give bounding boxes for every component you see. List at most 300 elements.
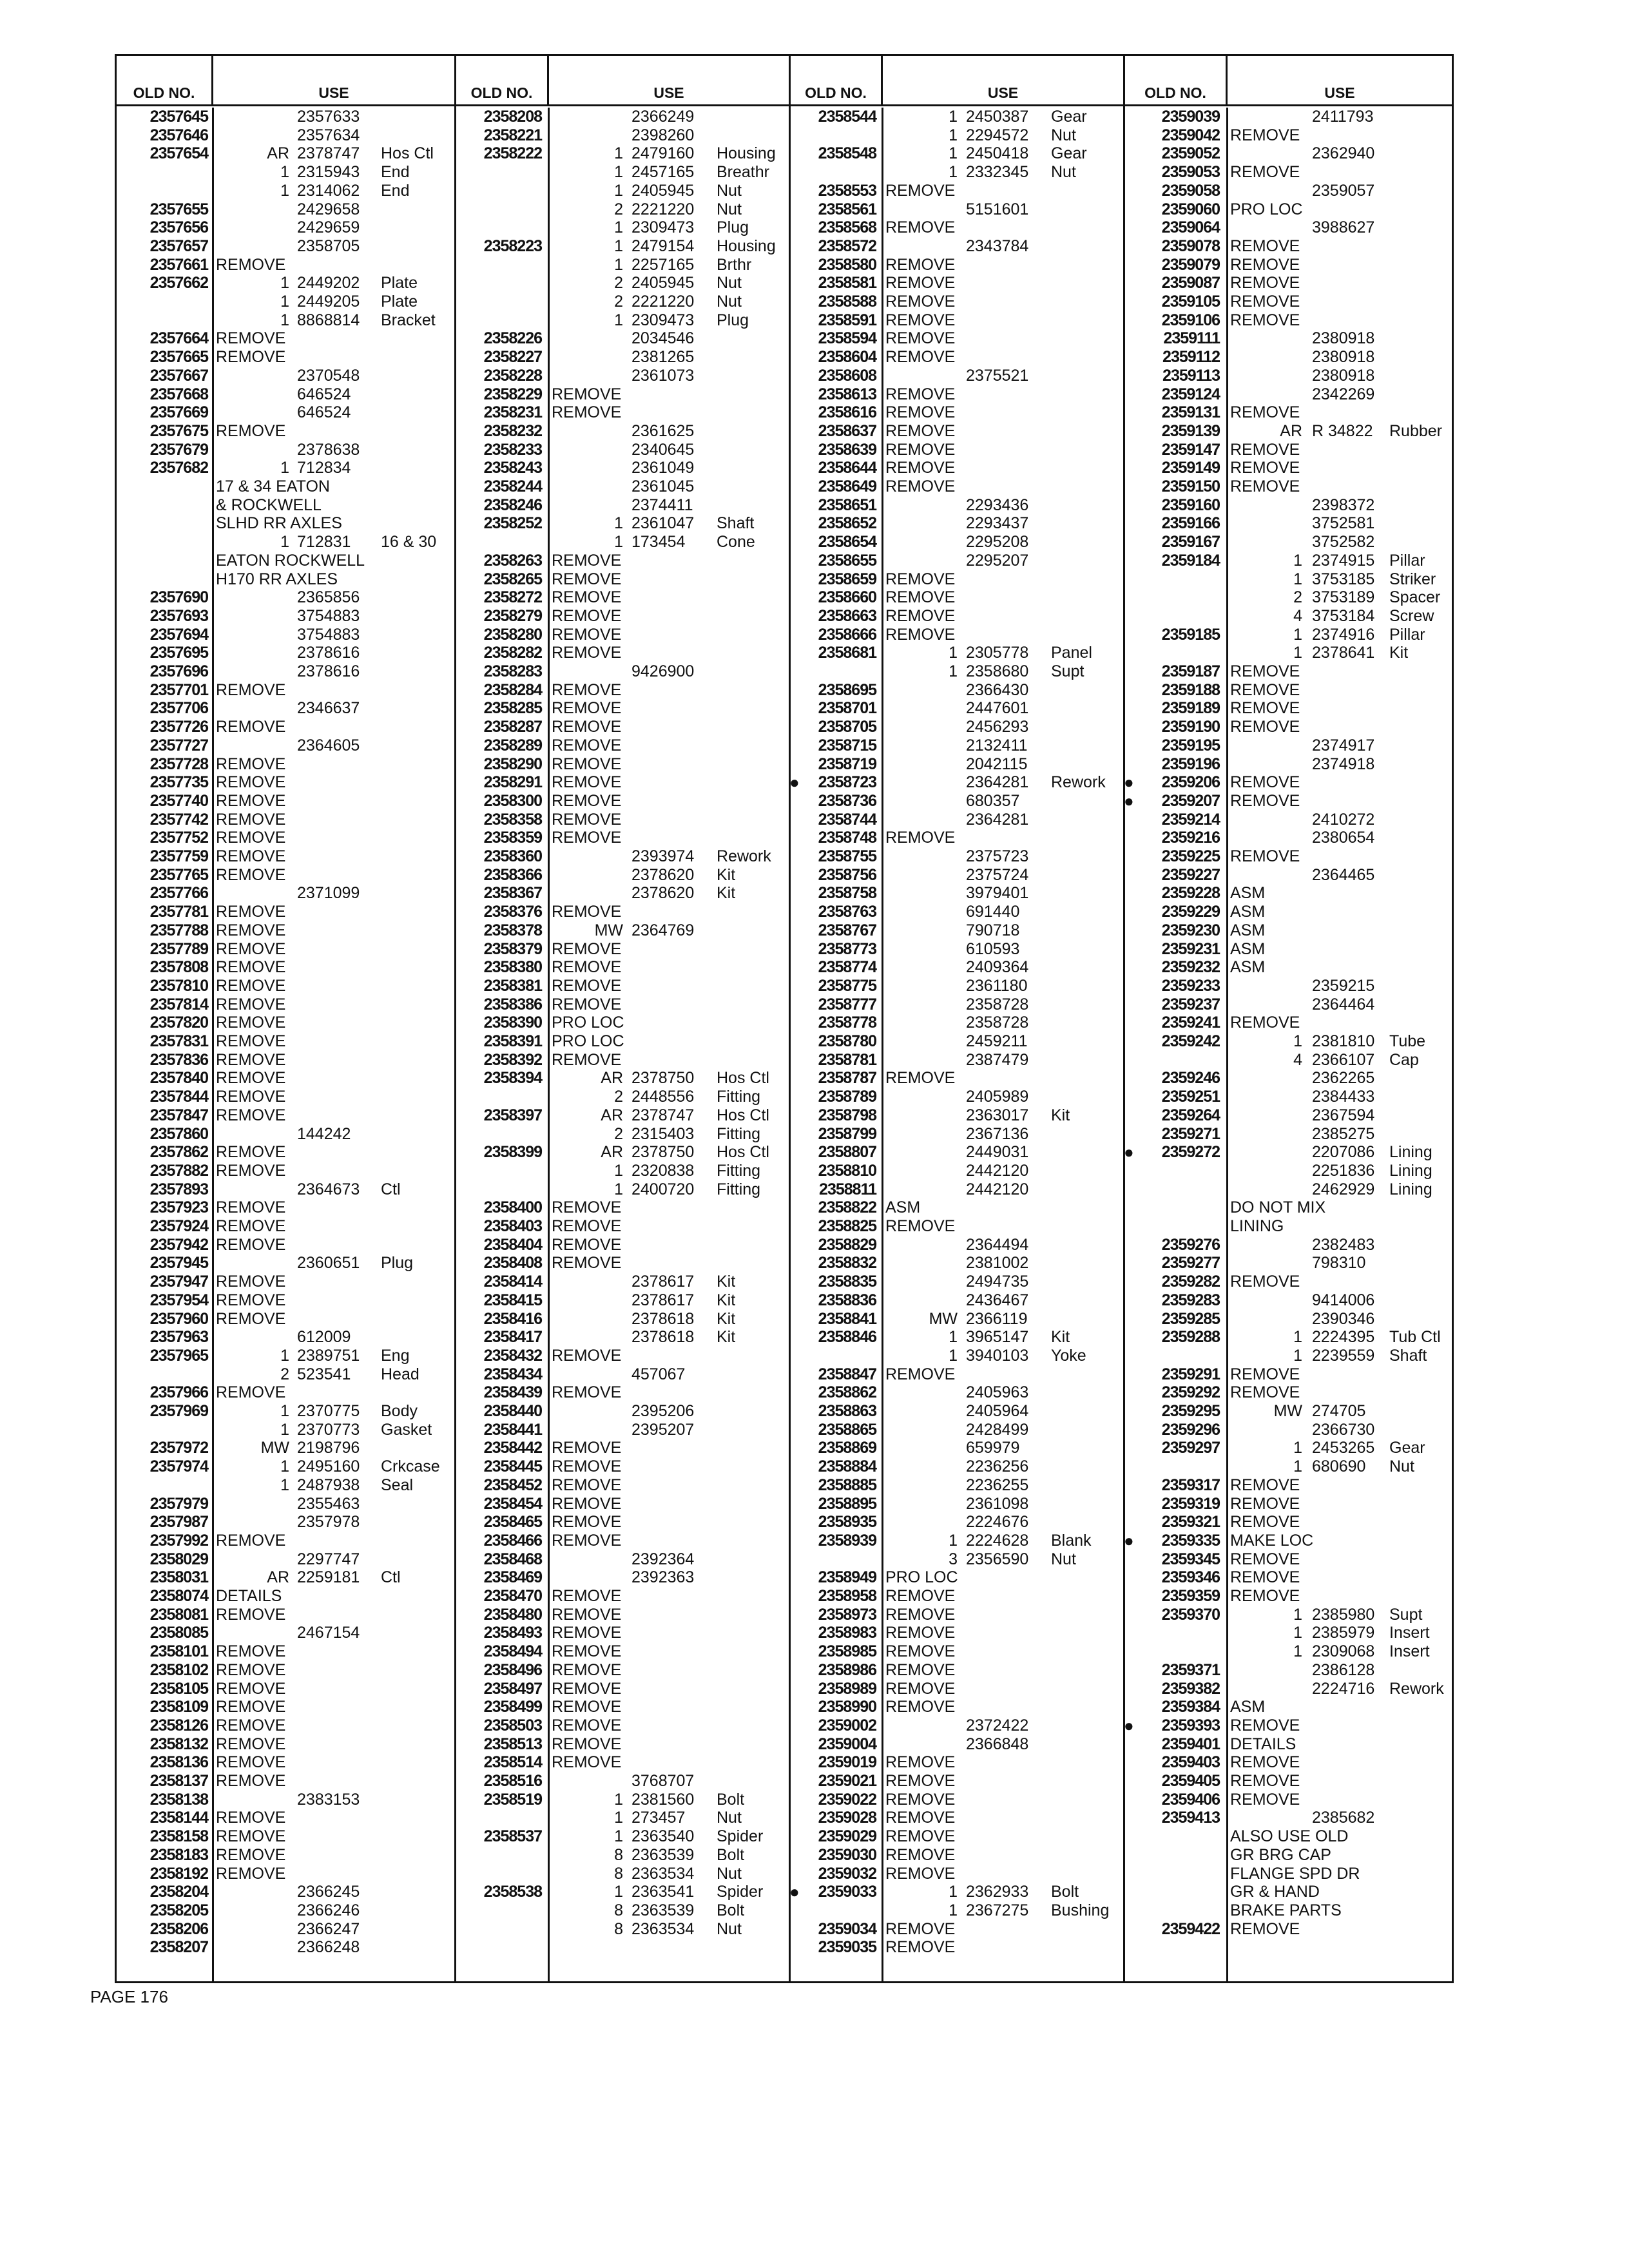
new-part-number: 2366107	[1312, 1050, 1375, 1069]
old-part-number: 2358644	[818, 459, 876, 477]
part-description: Nut	[717, 293, 742, 311]
old-part-number: 2358221	[483, 126, 542, 144]
table-row	[791, 1680, 1123, 1698]
new-part-number: 2380918	[1312, 329, 1375, 348]
table-row	[456, 1106, 789, 1124]
new-part-number: 2359057	[1312, 181, 1375, 200]
use-instruction: REMOVE	[1230, 403, 1300, 422]
use-instruction: REMOVE	[552, 1383, 622, 1402]
old-part-number: 2358553	[818, 181, 876, 200]
table-row	[791, 1051, 1123, 1069]
old-part-number: 2358231	[483, 403, 542, 422]
old-part-number: 2358452	[483, 1475, 542, 1494]
table-row	[456, 1162, 789, 1180]
old-part-number: 2359124	[1161, 385, 1220, 403]
new-part-number: 646524	[297, 385, 351, 403]
header-use: USE	[653, 84, 684, 101]
table-row	[791, 681, 1123, 699]
use-instruction: ASM	[1230, 939, 1266, 958]
new-part-number: 2363540	[631, 1827, 695, 1846]
table-row	[1125, 1568, 1452, 1586]
new-part-number: 790718	[966, 921, 1020, 939]
use-instruction: ASM	[1230, 903, 1266, 921]
old-part-number: 2359292	[1161, 1383, 1220, 1402]
old-part-number: 2358781	[818, 1050, 876, 1069]
new-part-number: 2378641	[1312, 644, 1375, 662]
table-row	[1125, 570, 1452, 588]
use-instruction: REMOVE	[885, 440, 956, 459]
part-description: Housing	[717, 144, 776, 163]
old-part-number: 2357966	[149, 1383, 208, 1402]
table-row	[1125, 940, 1452, 958]
part-description: Lining	[1389, 1143, 1432, 1162]
new-part-number: 2467154	[297, 1624, 360, 1642]
old-part-number: 2359382	[1161, 1679, 1220, 1698]
quantity: 1	[280, 163, 289, 182]
new-part-number: 2366249	[631, 108, 695, 126]
table-row	[1125, 699, 1452, 717]
use-instruction: REMOVE	[885, 1679, 956, 1698]
table-row	[117, 293, 454, 311]
table-row	[117, 1236, 454, 1254]
new-part-number: 8868814	[297, 311, 360, 329]
old-part-number: 2357679	[149, 440, 208, 459]
use-instruction: REMOVE	[885, 625, 956, 644]
new-part-number: 2309473	[631, 311, 695, 329]
quantity: 1	[280, 293, 289, 311]
new-part-number: 2221220	[631, 200, 695, 218]
use-instruction: REMOVE	[216, 1309, 286, 1328]
old-part-number: 2358192	[149, 1864, 208, 1883]
table-row	[117, 1439, 454, 1457]
new-part-number: 2315943	[297, 163, 360, 182]
table-row	[456, 811, 789, 829]
old-part-number: 2357752	[149, 829, 208, 847]
table-row	[456, 1383, 789, 1401]
table-row	[456, 1495, 789, 1513]
old-part-number: 2357766	[149, 884, 208, 903]
use-instruction: REMOVE	[1230, 1753, 1300, 1772]
old-part-number: 2359112	[1162, 348, 1220, 367]
old-part-number: 2358655	[818, 551, 876, 570]
table-row	[1125, 1162, 1452, 1180]
new-part-number: 2224628	[966, 1531, 1029, 1550]
new-part-number: 2346637	[297, 699, 360, 718]
table-row	[791, 200, 1123, 218]
quantity: 1	[280, 1346, 289, 1365]
table-row	[117, 1106, 454, 1124]
column-header	[117, 56, 454, 106]
quantity: 1	[1293, 1605, 1302, 1624]
quantity: 1	[280, 1457, 289, 1476]
old-part-number: 2358705	[818, 718, 876, 736]
part-description: Seal	[381, 1475, 414, 1494]
use-instruction: REMOVE	[885, 218, 956, 237]
old-part-number: 2359039	[1161, 108, 1220, 126]
table-row	[1125, 459, 1452, 477]
table-row	[791, 1920, 1123, 1938]
table-row	[456, 1587, 789, 1605]
table-row	[117, 1088, 454, 1106]
table-row	[791, 163, 1123, 181]
new-part-number: 2305778	[966, 644, 1029, 662]
part-description: Rubber	[1389, 421, 1442, 440]
old-part-number: 2358289	[483, 736, 542, 754]
use-instruction: ASM	[1230, 921, 1266, 939]
new-part-number: 2436467	[966, 1291, 1029, 1309]
table-row	[1125, 1772, 1452, 1790]
quantity: 1	[1293, 570, 1302, 588]
table-row	[1125, 1809, 1452, 1827]
table-row	[117, 533, 454, 551]
use-instruction: REMOVE	[552, 385, 622, 403]
old-part-number: 2357788	[149, 921, 208, 939]
new-part-number: 2385979	[1312, 1624, 1375, 1642]
old-part-number: 2357690	[149, 588, 208, 607]
use-instruction: REMOVE	[1230, 1475, 1300, 1494]
table-row	[791, 755, 1123, 773]
table-row	[117, 995, 454, 1014]
table-row	[1125, 1920, 1452, 1938]
table-row	[456, 552, 789, 570]
old-part-number: 2357965	[149, 1346, 208, 1365]
old-part-number: 2358519	[483, 1790, 542, 1809]
table-row	[456, 1457, 789, 1475]
part-description: Eng	[381, 1346, 410, 1365]
new-part-number: 2361047	[631, 514, 695, 533]
quantity: 1	[949, 1531, 958, 1550]
quantity: 8	[614, 1919, 623, 1938]
table-row	[791, 995, 1123, 1014]
use-instruction: PRO LOC	[552, 1014, 624, 1032]
table-row	[1125, 1846, 1452, 1864]
new-part-number: 2365856	[297, 588, 360, 607]
new-part-number: 2293436	[966, 495, 1029, 514]
quantity: 1	[949, 1883, 958, 1901]
table-row	[791, 367, 1123, 385]
use-instruction: REMOVE	[216, 255, 286, 274]
table-row	[791, 1550, 1123, 1568]
header-old-no: OLD NO.	[456, 56, 549, 104]
table-row	[791, 514, 1123, 532]
table-row	[117, 108, 454, 126]
use-instruction: REMOVE	[1230, 1513, 1300, 1532]
old-part-number: 2359004	[818, 1735, 876, 1753]
old-part-number: 2358538	[483, 1883, 542, 1901]
old-part-number: 2357669	[149, 403, 208, 422]
table-row	[1125, 607, 1452, 625]
use-instruction: REMOVE	[552, 903, 622, 921]
quantity: 4	[1293, 606, 1302, 625]
new-part-number: 274705	[1312, 1402, 1366, 1420]
old-part-number: 2357654	[149, 144, 208, 163]
use-instruction: REMOVE	[216, 680, 286, 699]
page-number: PAGE 176	[90, 1987, 168, 2006]
table-row	[791, 662, 1123, 680]
old-part-number: 2358394	[483, 1069, 542, 1088]
quantity: 1	[614, 533, 623, 552]
old-part-number: 2358400	[483, 1198, 542, 1217]
table-row	[117, 200, 454, 218]
new-part-number: 2459211	[966, 1032, 1028, 1050]
table-row	[117, 1735, 454, 1753]
new-part-number: 2364465	[1312, 865, 1375, 884]
new-part-number: 2448556	[631, 1088, 695, 1106]
new-part-number: 2358728	[966, 1014, 1029, 1032]
use-instruction: REMOVE	[885, 829, 956, 847]
table-row	[1125, 847, 1452, 865]
use-instruction: REMOVE	[552, 976, 622, 995]
table-row	[1125, 644, 1452, 662]
table-row	[1125, 1513, 1452, 1531]
old-part-number: 2358774	[818, 958, 876, 977]
old-part-number: 2358468	[483, 1550, 542, 1568]
old-part-number: 2359413	[1161, 1809, 1220, 1827]
quantity: 1	[614, 218, 623, 237]
old-part-number: 2358832	[818, 1254, 876, 1273]
table-row	[117, 1920, 454, 1938]
part-description: Gasket	[381, 1420, 432, 1439]
new-part-number: 2364769	[631, 921, 695, 939]
old-part-number: 2359403	[1161, 1753, 1220, 1772]
old-part-number: 2358415	[483, 1291, 542, 1309]
old-part-number: 2358358	[483, 810, 542, 829]
table-row	[117, 1457, 454, 1475]
quantity: 1	[1293, 1642, 1302, 1661]
use-instruction: PRO LOC	[552, 1032, 624, 1050]
old-part-number: 2358132	[149, 1735, 208, 1753]
use-instruction: REMOVE	[216, 1642, 286, 1661]
table-row	[456, 1791, 789, 1809]
old-part-number: 2357960	[149, 1309, 208, 1328]
old-part-number: 2359288	[1161, 1328, 1220, 1347]
part-description: Shaft	[717, 514, 755, 533]
old-part-number: 2358480	[483, 1605, 542, 1624]
new-part-number: 2370773	[297, 1420, 360, 1439]
use-instruction: REMOVE	[1230, 293, 1300, 311]
new-part-number: 173454	[631, 533, 686, 552]
new-part-number: 2442120	[966, 1180, 1029, 1198]
table-row	[791, 403, 1123, 421]
use-instruction: REMOVE	[552, 551, 622, 570]
table-row	[1125, 367, 1452, 385]
use-instruction: REMOVE	[885, 459, 956, 477]
old-part-number: 2358939	[818, 1531, 876, 1550]
table-row	[456, 1606, 789, 1624]
table-row	[1125, 1032, 1452, 1050]
bullet-icon: ●	[1124, 1715, 1134, 1735]
table-row	[791, 1236, 1123, 1254]
table-row	[117, 1624, 454, 1642]
quantity: 1	[614, 1180, 623, 1198]
part-description: Housing	[717, 236, 776, 255]
new-part-number: 646524	[297, 403, 351, 422]
table-row	[791, 459, 1123, 477]
table-row	[117, 1791, 454, 1809]
use-instruction: REMOVE	[552, 791, 622, 810]
table-row	[1125, 829, 1452, 847]
table-row	[456, 755, 789, 773]
new-part-number: 2358728	[966, 995, 1029, 1014]
part-description: Rework	[1051, 773, 1106, 792]
old-part-number: 2358280	[483, 625, 542, 644]
new-part-number: 2221220	[631, 293, 695, 311]
use-instruction: REMOVE	[885, 1365, 956, 1383]
old-part-number: 2358496	[483, 1660, 542, 1679]
old-part-number: 2358989	[818, 1679, 876, 1698]
part-description: Blank	[1051, 1531, 1092, 1550]
table-row	[456, 977, 789, 995]
old-part-number: 2357972	[149, 1439, 208, 1457]
new-part-number: 3979401	[966, 884, 1029, 903]
old-part-number: 2357808	[149, 958, 208, 977]
table-row	[791, 607, 1123, 625]
table-row	[456, 1680, 789, 1698]
use-instruction: REMOVE	[216, 958, 286, 977]
table-row	[456, 644, 789, 662]
new-part-number: 2387479	[966, 1050, 1029, 1069]
new-part-number: 2380918	[1312, 348, 1375, 367]
use-instruction: REMOVE	[552, 1513, 622, 1532]
old-part-number: 2359105	[1161, 293, 1220, 311]
quantity: 1	[614, 181, 623, 200]
old-part-number: 2358780	[818, 1032, 876, 1050]
old-part-number: 2357923	[149, 1198, 208, 1217]
use-instruction: REMOVE	[1230, 459, 1300, 477]
old-part-number: 2358432	[483, 1346, 542, 1365]
table-row	[791, 1642, 1123, 1660]
new-part-number: 798310	[1312, 1254, 1366, 1273]
table-row	[117, 311, 454, 329]
old-part-number: 2357695	[149, 644, 208, 662]
old-part-number: 2358736	[818, 791, 876, 810]
old-part-number: 2358227	[483, 348, 542, 367]
new-part-number: 2293437	[966, 514, 1029, 533]
table-row	[456, 1439, 789, 1457]
use-instruction: REMOVE	[216, 1845, 286, 1864]
use-instruction: REMOVE	[216, 1217, 286, 1235]
bullet-icon: ●	[789, 773, 800, 793]
new-part-number: 2295208	[966, 533, 1029, 552]
table-row	[456, 1402, 789, 1420]
table-row	[791, 884, 1123, 902]
table-row	[456, 1901, 789, 1919]
old-part-number: 2358935	[818, 1513, 876, 1532]
old-part-number: 2357657	[149, 236, 208, 255]
table-row	[1125, 921, 1452, 939]
old-part-number: 2358990	[818, 1698, 876, 1716]
old-part-number: 2358604	[818, 348, 876, 367]
new-part-number: 2132411	[966, 736, 1028, 754]
table-row	[456, 348, 789, 366]
new-part-number: 2479160	[631, 144, 695, 163]
part-description: Rework	[717, 847, 771, 865]
old-part-number: 2358516	[483, 1772, 542, 1790]
table-row	[791, 792, 1123, 810]
part-description: Crkcase	[381, 1457, 440, 1476]
old-part-number: 2359032	[818, 1864, 876, 1883]
new-part-number: 2378618	[631, 1309, 695, 1328]
part-description: Bolt	[717, 1901, 745, 1919]
table-row	[117, 792, 454, 810]
new-part-number: 2495160	[297, 1457, 360, 1476]
use-instruction: REMOVE	[216, 1827, 286, 1846]
table-row	[456, 1273, 789, 1291]
use-instruction: FLANGE SPD DR	[1230, 1864, 1360, 1883]
table-row	[1125, 1254, 1452, 1272]
new-part-number: 9426900	[631, 662, 695, 680]
old-part-number: 2358222	[483, 144, 542, 163]
table-row	[1125, 718, 1452, 736]
table-row	[117, 1680, 454, 1698]
table-row	[456, 1032, 789, 1050]
use-instruction: REMOVE	[885, 1605, 956, 1624]
part-description: Lining	[1389, 1161, 1432, 1180]
table-row	[1125, 626, 1452, 644]
table-row	[117, 1310, 454, 1328]
new-part-number: 2374918	[1312, 754, 1375, 773]
table-row	[117, 1513, 454, 1531]
table-row	[117, 977, 454, 995]
old-part-number: 2358885	[818, 1475, 876, 1494]
old-part-number: 2358649	[818, 477, 876, 495]
table-row	[456, 1827, 789, 1845]
use-instruction: REMOVE	[216, 421, 286, 440]
table-row	[117, 662, 454, 680]
old-part-number: 2358651	[818, 495, 876, 514]
old-part-number: 2358799	[818, 1124, 876, 1143]
use-instruction: PRO LOC	[885, 1568, 958, 1587]
table-row	[1125, 811, 1452, 829]
old-part-number: 2358652	[818, 514, 876, 533]
use-instruction: REMOVE	[552, 1254, 622, 1273]
old-part-number: 2358616	[818, 403, 876, 422]
new-part-number: 2378750	[631, 1143, 695, 1162]
table-row	[1125, 681, 1452, 699]
new-part-number: 2375521	[966, 366, 1029, 385]
table-row	[117, 1143, 454, 1161]
new-part-number: 2343784	[966, 236, 1029, 255]
new-part-number: 2450418	[966, 144, 1029, 163]
use-instruction: REMOVE	[885, 1772, 956, 1790]
old-part-number: 2359167	[1161, 533, 1220, 552]
quantity: 1	[949, 126, 958, 144]
old-part-number: 2358226	[483, 329, 542, 348]
use-instruction: REMOVE	[885, 181, 956, 200]
table-row	[117, 422, 454, 440]
old-part-number: 2359317	[1161, 1475, 1220, 1494]
table-row	[791, 1162, 1123, 1180]
old-part-number: 2358469	[483, 1568, 542, 1587]
use-instruction: REMOVE	[1230, 680, 1300, 699]
bullet-icon: ●	[1124, 773, 1134, 793]
new-part-number: 2457165	[631, 163, 695, 182]
table-row	[1125, 903, 1452, 921]
new-part-number: 3940103	[966, 1346, 1029, 1365]
use-instruction: REMOVE	[1230, 440, 1300, 459]
table-row	[117, 496, 454, 514]
table-row	[117, 1180, 454, 1198]
table-row	[791, 441, 1123, 459]
table-row	[117, 126, 454, 144]
header-use: USE	[1324, 84, 1355, 101]
table-row	[456, 1920, 789, 1938]
old-part-number: 2358701	[818, 699, 876, 718]
table-row	[1125, 274, 1452, 292]
quantity: 2	[614, 274, 623, 293]
table-row	[456, 1698, 789, 1716]
old-part-number: 2357831	[149, 1032, 208, 1050]
